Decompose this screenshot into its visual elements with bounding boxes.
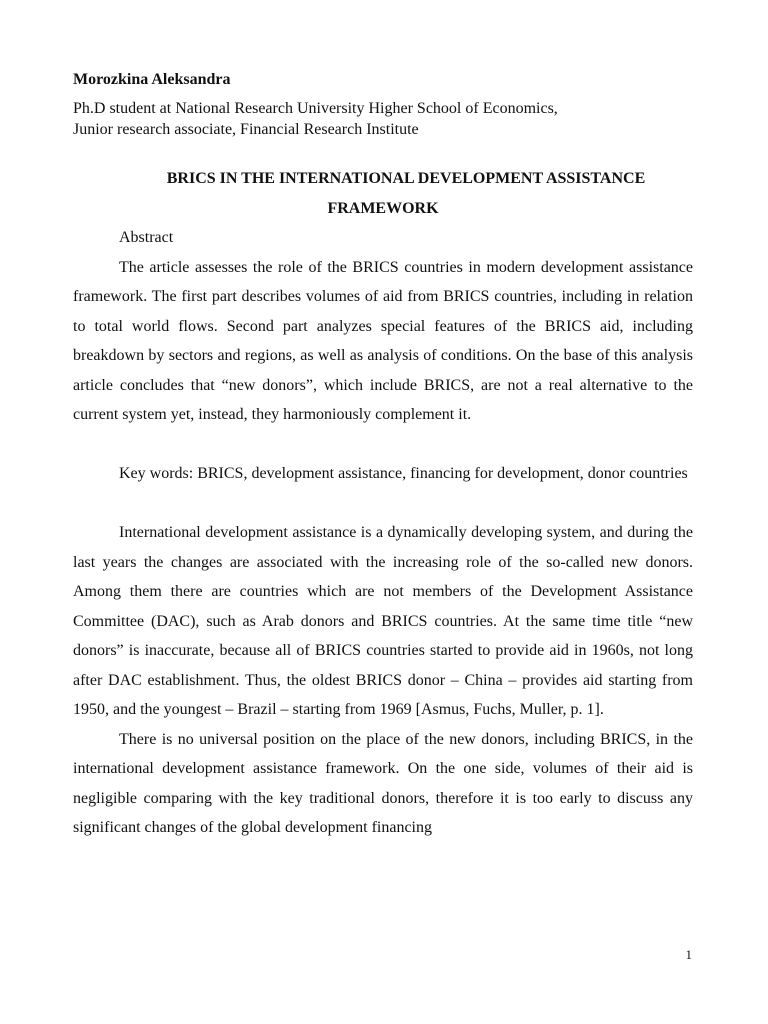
paragraph-gap — [73, 489, 693, 519]
paper-title — [73, 164, 693, 224]
author-name: Morozkina Aleksandra — [73, 71, 231, 88]
abstract-heading: Abstract — [119, 229, 174, 246]
keywords: Key words: BRICS, development assistance, financing for development, donor countries — [119, 465, 688, 482]
affiliation-line: Ph.D student at National Research University Higher School of Economics, — [73, 100, 558, 117]
title-line: BRICS IN THE INTERNATIONAL DEVELOPMENT ASSISTANCE — [166, 170, 646, 187]
affiliation-line: Junior research associate, Financial Research Institute — [73, 121, 419, 138]
body-paragraph: There is no universal position on the place of the new donors, including BRICS, in the international development assistance framework. On the one side, volumes of their aid is negligible comparing with the key traditional donors, therefore it is too early to discuss any significant changes of the global development financing — [73, 730, 693, 836]
abstract-text: The article assesses the role of the BRICS countries in modern development assistance framework. The first part describes volumes of aid from BRICS countries, including in relation to total world flows. Second part analyzes special features of the BRICS aid, including breakdown by sectors and regions, as well as analysis of conditions. On the base of this analysis article concludes that “new donors”, which include BRICS, are not a real alternative to the current system yet, instead, they harmoniously complement it. — [73, 258, 693, 423]
title-line: FRAMEWORK — [327, 200, 439, 217]
page-number: 1 — [685, 947, 692, 962]
author-affiliation — [73, 98, 558, 140]
body-paragraph: International development assistance is a dynamically developing system, and during the last years the changes are associated with the increasing role of the so-called new donors. Among them there are countries which are not members of the Development Assistance Committee (DAC), such as Arab donors and BRICS countries. At the same time title “new donors” is inaccurate, because all of BRICS countries started to provide aid in 1960s, not long after DAC establishment. Thus, the oldest BRICS donor – China – provides aid starting from 1950, and the youngest – Brazil – starting from 1969 [Asmus, Fuchs, Muller, p. 1]. — [73, 524, 693, 718]
paper-body — [73, 223, 693, 843]
paragraph-gap — [73, 430, 693, 460]
